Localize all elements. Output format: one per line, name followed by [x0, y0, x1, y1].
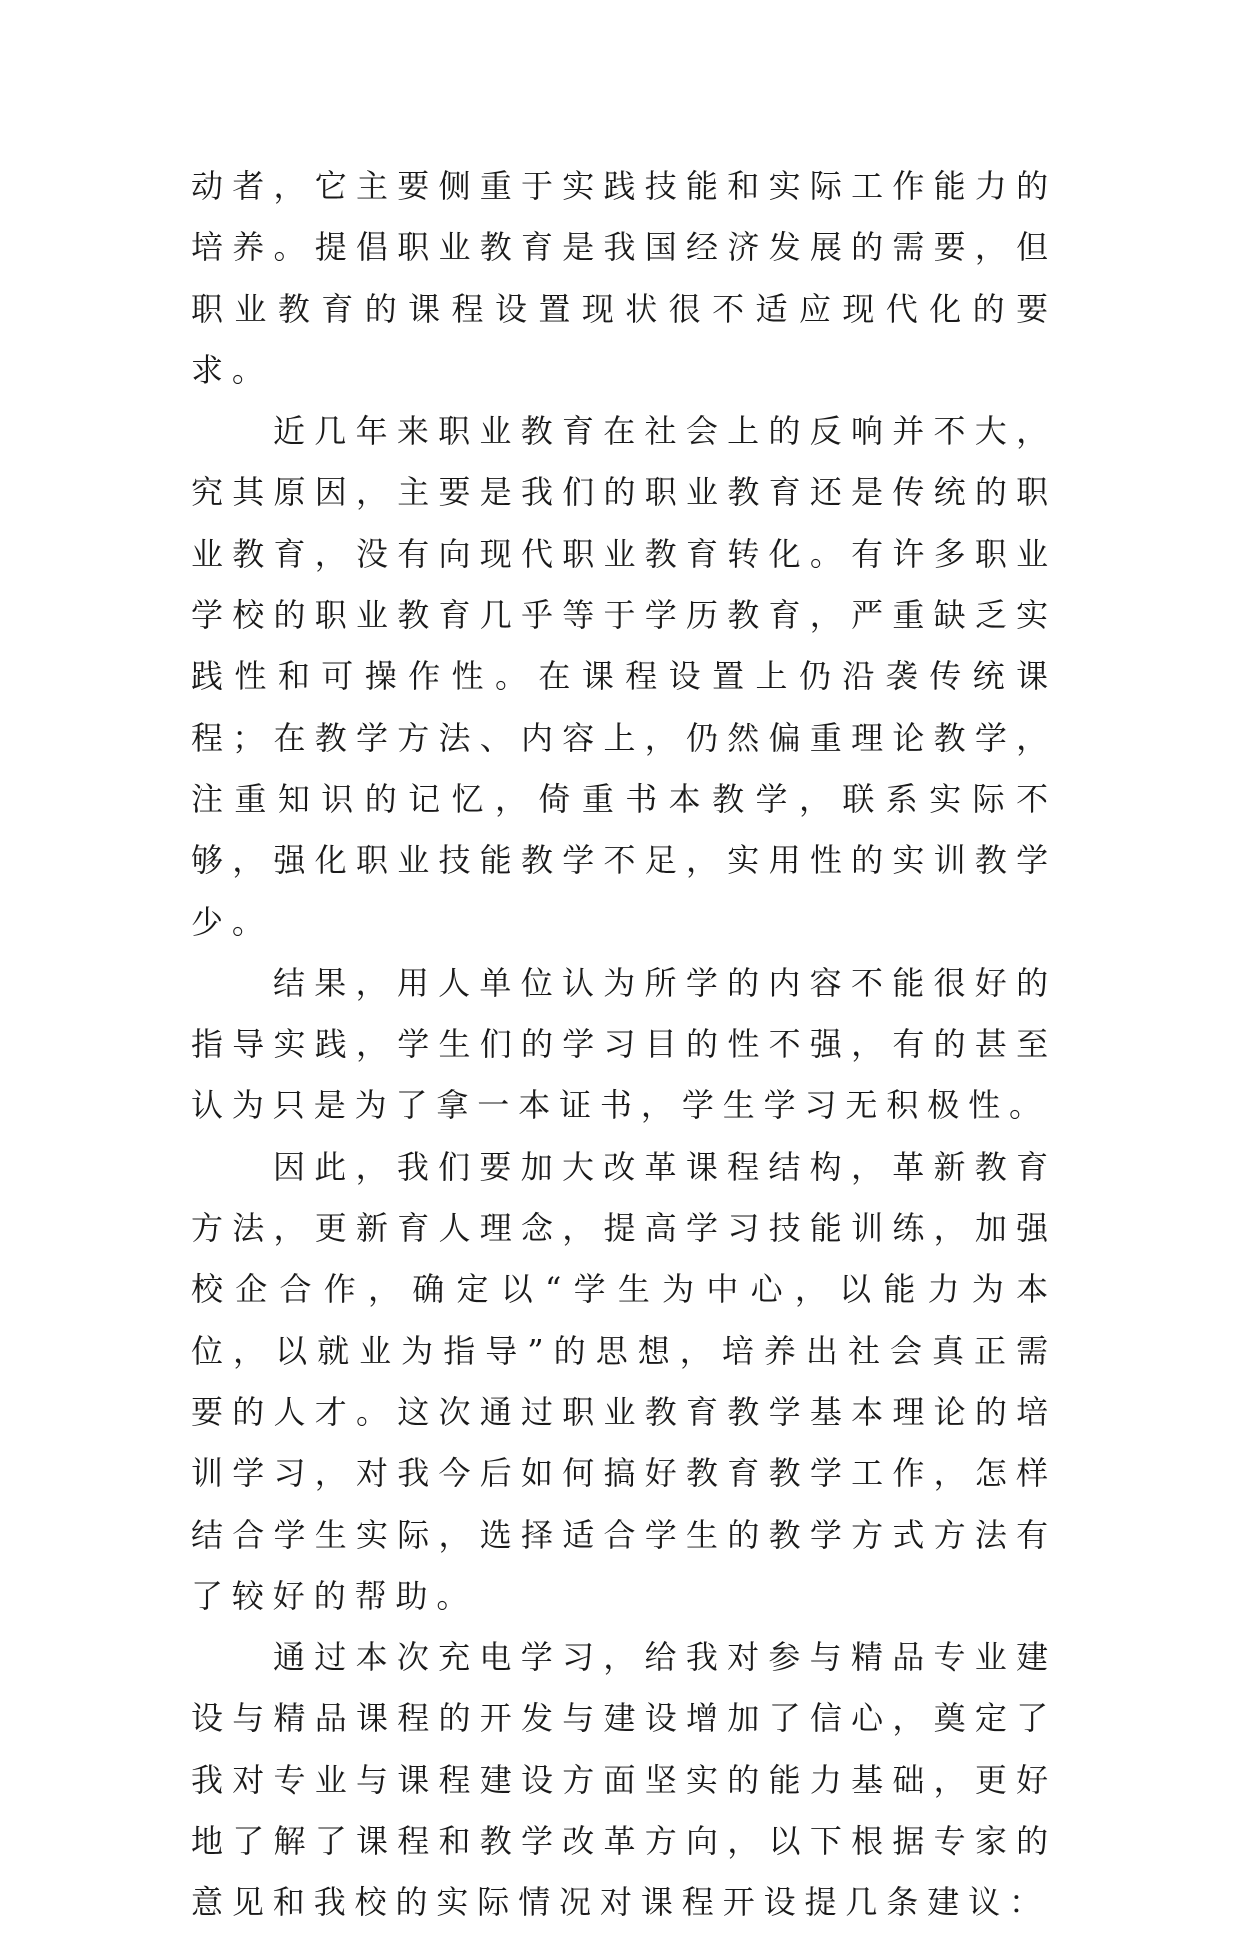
paragraph-line: 学生们的学习目的性不强，有的甚至认为只是为了拿一本证	[191, 1025, 1057, 1125]
paragraph-line: 生为中心，以能力为本位，以就业为指导”的思想，培养出	[191, 1270, 1057, 1370]
paragraph-line: 际，选择适合学生的教学方式方法有了较好的帮助。	[191, 1515, 1057, 1615]
paragraph-line: 程的开发与建设增加了信心，奠定了我对专业与课程建设方	[191, 1699, 1057, 1799]
paragraph-1	[191, 156, 1057, 401]
paragraph-line: 训学习，对我今后如何搞好教育教学工作，怎样结合学生实	[191, 1454, 1057, 1554]
paragraph-line: 动者，它主要侧重于实践技能和实际工作能力的培养。提倡	[191, 167, 1057, 267]
paragraph-line: 用性的实训教学少。	[191, 841, 1057, 941]
paragraph-line: 因此，我们要加大改革课程结构，革新教育方法，更新	[191, 1147, 1057, 1248]
paragraph-line: 议：	[968, 1883, 1050, 1922]
paragraph-line: 主要是我们的职业教育还是传统的职业教育，没有向现代职	[191, 473, 1057, 573]
paragraph-2	[191, 401, 1057, 953]
paragraph-line: 书，学生学习无积极性。	[600, 1086, 1050, 1125]
paragraph-line: 近几年来职业教育在社会上的反响并不大，究其原因，	[191, 412, 1057, 512]
paragraph-line: 面坚实的能力基础，更好地了解了课程和教学改革方向，以	[191, 1760, 1057, 1861]
paragraph-5	[191, 1627, 1057, 1933]
paragraph-4	[191, 1137, 1057, 1627]
paragraph-line: 状很不适应现代化的要求。	[191, 289, 1057, 389]
document-body	[191, 156, 1057, 1934]
paragraph-line: 育人理念，提高学习技能训练，加强校企合作，确定以“学	[191, 1209, 1057, 1309]
paragraph-3	[191, 953, 1057, 1137]
paragraph-line: 业教育转化。有许多职业学校的职业教育几乎等于学历教育，	[191, 534, 1057, 635]
paragraph-line: 职业教育是我国经济发展的需要，但职业教育的课程设置现	[191, 228, 1057, 328]
paragraph-line: 倚重书本教学，联系实际不够，强化职业技能教学不足，实	[191, 779, 1057, 880]
paragraph-line: 严重缺乏实践性和可操作性。在课程设置上仍沿袭传统课程；	[191, 596, 1057, 757]
paragraph-line: 在教学方法、内容上，仍然偏重理论教学，注重知识的记忆，	[191, 718, 1057, 818]
paragraph-line: 通过本次充电学习，给我对参与精品专业建设与精品课	[191, 1638, 1057, 1738]
paragraph-line: 结果，用人单位认为所学的内容不能很好的指导实践，	[191, 963, 1057, 1064]
paragraph-line: 下根据专家的意见和我校的实际情况对课程开设提几条建	[191, 1822, 1057, 1922]
paragraph-line: 社会真正需要的人才。这次通过职业教育教学基本理论的培	[191, 1331, 1057, 1431]
